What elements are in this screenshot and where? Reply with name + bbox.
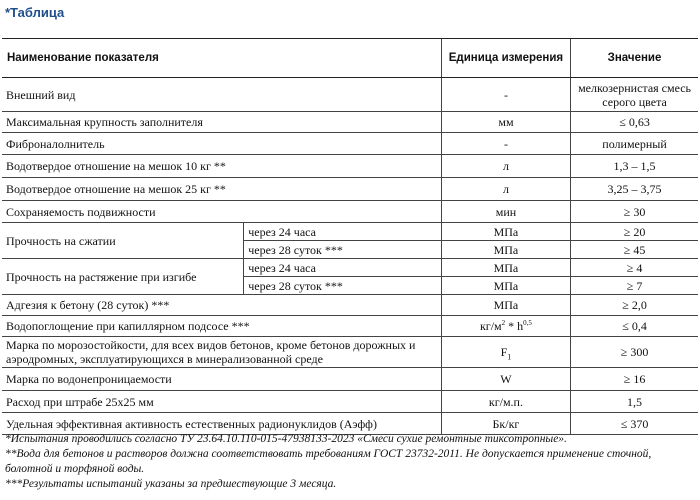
row-unit	[441, 316, 570, 337]
row-value: ≥ 30	[571, 201, 698, 223]
row-unit: л	[441, 155, 570, 178]
row-unit: МПа	[441, 277, 570, 295]
row-value: полимерный	[571, 133, 698, 155]
header-value: Значение	[571, 39, 698, 78]
header-name: Наименование показателя	[2, 39, 441, 78]
unit-subscript: 1	[507, 352, 512, 362]
footnote-3: ***Результаты испытаний указаны за предшествующие 3 месяца.	[5, 478, 337, 490]
row-value: 3,25 – 3,75	[571, 178, 698, 201]
table-row	[2, 316, 698, 337]
table-row	[2, 223, 698, 241]
row-subname: через 24 часа	[244, 223, 442, 241]
row-value: 1,3 – 1,5	[571, 155, 698, 178]
row-value: ≥ 16	[571, 368, 698, 391]
table-row	[2, 295, 698, 316]
row-unit	[441, 337, 570, 368]
footnote-2: **Вода для бетонов и растворов должна соответствовать требованиям ГОСТ 23732-2011. Не допускается применение сточной, болотной и торфяной воды.	[5, 448, 652, 475]
row-name: Удельная эффективная активность естественных радионуклидов (Аэфф)	[2, 413, 441, 435]
table-row	[2, 259, 698, 277]
table-row	[2, 178, 698, 201]
table-row	[2, 391, 698, 413]
row-unit: мин	[441, 201, 570, 223]
header-unit: Единица измерения	[441, 39, 570, 78]
row-value: ≥ 300	[571, 337, 698, 368]
row-unit: W	[441, 368, 570, 391]
row-unit: МПа	[441, 223, 570, 241]
row-name: Прочность на растяжение при изгибе	[2, 259, 244, 295]
row-value: ≤ 370	[571, 413, 698, 435]
unit-text: кг/м	[479, 319, 502, 333]
table-row	[2, 337, 698, 368]
row-name: Максимальная крупность заполнителя	[2, 112, 441, 133]
row-subname: через 24 часа	[244, 259, 442, 277]
table-row	[2, 133, 698, 155]
row-name: Адгезия к бетону (28 суток) ***	[2, 295, 441, 316]
row-unit: МПа	[441, 259, 570, 277]
row-value: ≥ 2,0	[571, 295, 698, 316]
row-unit: мм	[441, 112, 570, 133]
table-row	[2, 112, 698, 133]
row-name: Фиброналолнитель	[2, 133, 441, 155]
row-unit: л	[441, 178, 570, 201]
row-name: Расход при штрабе 25x25 мм	[2, 391, 441, 413]
row-subname: через 28 суток ***	[244, 277, 442, 295]
table-row	[2, 155, 698, 178]
row-value: ≤ 0,63	[571, 112, 698, 133]
footnote-1: *Испытания проводились согласно ТУ 23.64.10.110-015-47938133-2023 «Смеси сухие ремонтные тиксотропные».	[5, 433, 567, 445]
row-value: ≥ 20	[571, 223, 698, 241]
unit-text: F	[500, 345, 508, 359]
row-value: ≥ 4	[571, 259, 698, 277]
table-header-row	[2, 39, 698, 78]
row-name: Марка по водонепроницаемости	[2, 368, 441, 391]
row-value: ≥ 7	[571, 277, 698, 295]
row-unit: кг/м.п.	[441, 391, 570, 413]
row-name: Прочность на сжатии	[2, 223, 244, 259]
row-name: Внешний вид	[2, 78, 441, 112]
table-row	[2, 201, 698, 223]
row-value: мелкозернистая смесь серого цвета	[571, 78, 698, 112]
table-row	[2, 78, 698, 112]
row-unit: МПа	[441, 241, 570, 259]
row-value: ≥ 45	[571, 241, 698, 259]
row-unit: Бк/кг	[441, 413, 570, 435]
row-name: Водотвердое отношение на мешок 25 кг **	[2, 178, 441, 201]
row-subname: через 28 суток ***	[244, 241, 442, 259]
row-name: Сохраняемость подвижности	[2, 201, 441, 223]
row-name: Водотвердое отношение на мешок 10 кг **	[2, 155, 441, 178]
row-name: Марка по морозостойкости, для всех видов бетонов, кроме бетонов дорожных и аэродромных, эксплуатирующихся в минерализованной среде	[2, 337, 441, 368]
table-row	[2, 368, 698, 391]
table-title: *Таблица	[5, 5, 65, 20]
unit-text: * h	[505, 319, 524, 333]
specs-table	[2, 38, 698, 435]
row-unit: МПа	[441, 295, 570, 316]
row-unit: -	[441, 78, 570, 112]
row-value: ≤ 0,4	[571, 316, 698, 337]
row-value: 1,5	[571, 391, 698, 413]
unit-superscript: 0,5	[523, 319, 532, 327]
row-unit: -	[441, 133, 570, 155]
unit-superscript: 2	[501, 319, 506, 327]
row-name: Водопоглощение при капиллярном подсосе ***	[2, 316, 441, 337]
